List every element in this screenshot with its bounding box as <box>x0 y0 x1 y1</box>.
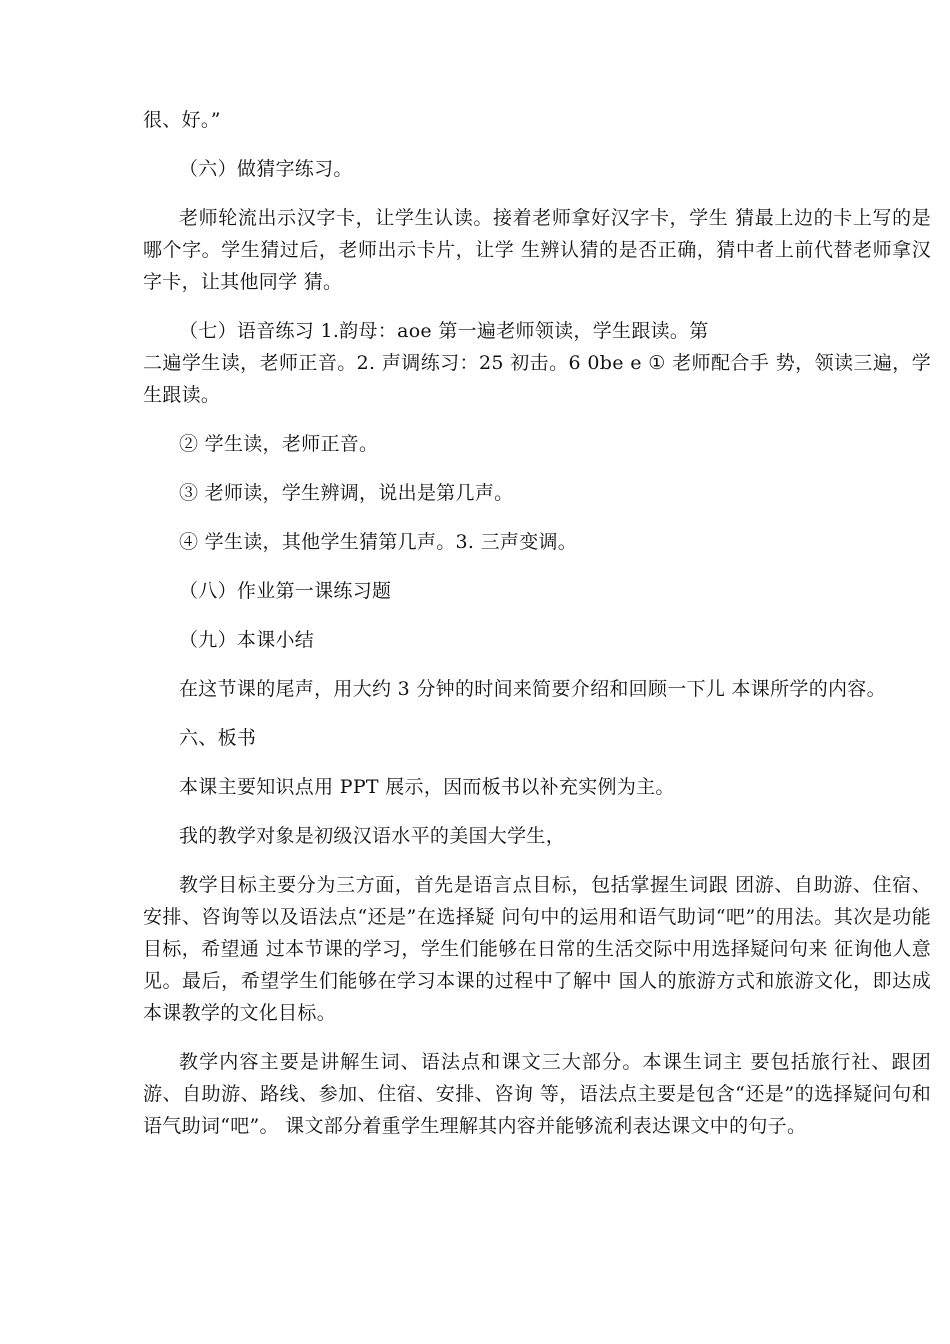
paragraph-teaching-content: 教学内容主要是讲解生词、语法点和课文三大部分。本课生词主 要包括旅行社、跟团游、自助游、路线、参加、住宿、安排、咨询 等，语法点主要是包含“还是”的选择疑问句和语气助词“吧”。 课文部分着重学生理解其内容并能够流利表达课文中的句子。 <box>143 1051 931 1137</box>
paragraph-continuation: 很、好。” <box>143 109 221 131</box>
heading-phonetics-practice: （七）语音练习 1.韵母：aoe 第一遍老师领读，学生跟读。第 <box>179 320 709 342</box>
heading-guess-character-practice: （六）做猜字练习。 <box>179 158 353 180</box>
heading-blackboard: 六、板书 <box>179 727 257 749</box>
heading-summary: （九）本课小结 <box>179 629 315 651</box>
paragraph-guess-character: 老师轮流出示汉字卡，让学生认读。接着老师拿好汉字卡，学生 猜最上边的卡上写的是哪个字。学生猜过后，老师出示卡片，让学 生辨认猜的是否正确，猜中者上前代替老师拿汉字卡，让其他同学 猜。 <box>143 207 931 293</box>
heading-homework: （八）作业第一课练习题 <box>179 580 392 602</box>
paragraph-blackboard: 本课主要知识点用 PPT 展示，因而板书以补充实例为主。 <box>179 776 675 798</box>
list-item-3: ③ 老师读，学生辨调，说出是第几声。 <box>179 482 514 504</box>
paragraph-summary: 在这节课的尾声，用大约 3 分钟的时间来简要介绍和回顾一下儿 本课所学的内容。 <box>179 678 886 700</box>
list-item-4: ④ 学生读，其他学生猜第几声。3. 三声变调。 <box>179 531 578 553</box>
list-item-2: ② 学生读，老师正音。 <box>179 433 379 455</box>
document-body <box>143 104 931 1142</box>
paragraph-teaching-goals: 教学目标主要分为三方面，首先是语言点目标，包括掌握生词跟 团游、自助游、住宿、安排、咨询等以及语法点“还是”在选择疑 问句中的运用和语气助词“吧”的用法。其次是功能目标，希望通 过本节课的学习，学生们能够在日常的生活交际中用选择疑问句来 征询他人意见。最后，希望学生们能够在学习本课的过程中了解中 国人的旅游方式和旅游文化，即达成本课教学的文化目标。 <box>143 874 931 1024</box>
paragraph-teaching-object: 我的教学对象是初级汉语水平的美国大学生， <box>179 825 566 847</box>
paragraph-phonetics: 二遍学生读，老师正音。2. 声调练习：25 初击。6 0be e ① 老师配合手 势，领读三遍，学生跟读。 <box>143 352 931 406</box>
